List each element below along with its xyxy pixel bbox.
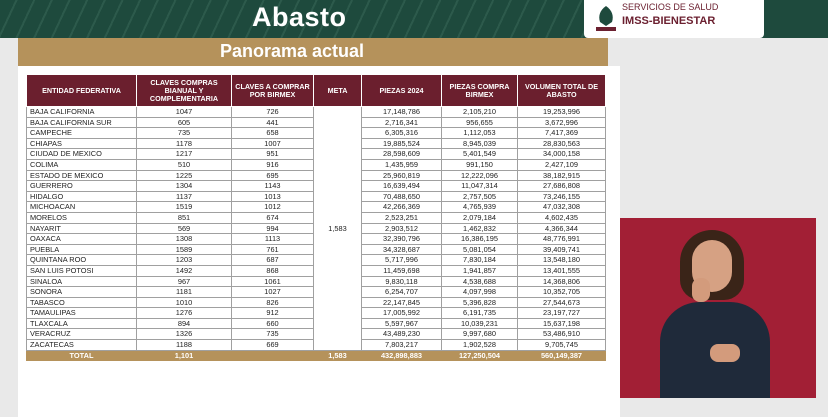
col-header-claves-compras: CLAVES COMPRAS BIANUAL Y COMPLEMENTARIA	[137, 75, 232, 107]
table-cell: 2,523,251	[362, 212, 442, 223]
table-cell: 2,079,184	[442, 212, 518, 223]
table-cell: 1143	[232, 181, 314, 192]
table-cell: 1203	[137, 255, 232, 266]
table-cell: CAMPECHE	[27, 128, 137, 139]
table-cell: 17,005,992	[362, 308, 442, 319]
table-cell: 28,598,609	[362, 149, 442, 160]
table-cell: 8,945,039	[442, 138, 518, 149]
table-cell: 16,639,494	[362, 181, 442, 192]
table-cell: 956,655	[442, 117, 518, 128]
table-cell: 510	[137, 159, 232, 170]
total-cell: 1,101	[137, 350, 232, 361]
table-cell: 1308	[137, 234, 232, 245]
table-cell: 34,000,158	[518, 149, 606, 160]
total-cell: TOTAL	[27, 350, 137, 361]
col-header-entidad: ENTIDAD FEDERATIVA	[27, 75, 137, 107]
table-row	[27, 107, 606, 118]
table-cell: 2,903,512	[362, 223, 442, 234]
table-cell: 13,401,555	[518, 265, 606, 276]
table-cell: 2,427,109	[518, 159, 606, 170]
table-cell: VERACRUZ	[27, 329, 137, 340]
total-cell: 560,149,387	[518, 350, 606, 361]
table-cell: 7,830,184	[442, 255, 518, 266]
interpreter-hand	[692, 278, 710, 302]
table-cell: 34,328,687	[362, 244, 442, 255]
table-cell: 1225	[137, 170, 232, 181]
table-cell: NAYARIT	[27, 223, 137, 234]
table-cell: 1304	[137, 181, 232, 192]
table-cell: 6,305,316	[362, 128, 442, 139]
table-cell: 38,182,915	[518, 170, 606, 181]
col-header-volumen-total: VOLUMEN TOTAL DE ABASTO	[518, 75, 606, 107]
table-cell: 13,548,180	[518, 255, 606, 266]
table-cell: 5,717,996	[362, 255, 442, 266]
table-cell: 1137	[137, 191, 232, 202]
table-cell: 73,246,155	[518, 191, 606, 202]
table-cell: 1,435,959	[362, 159, 442, 170]
table-cell: ESTADO DE MEXICO	[27, 170, 137, 181]
table-cell: 1047	[137, 107, 232, 118]
table-cell: 695	[232, 170, 314, 181]
eagle-emblem-icon	[594, 4, 618, 32]
table-cell: 1027	[232, 287, 314, 298]
table-cell: 70,488,650	[362, 191, 442, 202]
col-header-piezas-birmex: PIEZAS COMPRA BIRMEX	[442, 75, 518, 107]
table-cell: 1589	[137, 244, 232, 255]
table-cell: 912	[232, 308, 314, 319]
table-cell: 1061	[232, 276, 314, 287]
table-cell: 1181	[137, 287, 232, 298]
table-cell: 1,462,832	[442, 223, 518, 234]
table-cell: 19,885,524	[362, 138, 442, 149]
table-cell: 669	[232, 340, 314, 351]
table-cell: 9,830,118	[362, 276, 442, 287]
table-cell: 32,390,796	[362, 234, 442, 245]
sign-language-interpreter-video	[620, 218, 816, 398]
total-cell: 432,898,883	[362, 350, 442, 361]
page-subtitle: Panorama actual	[220, 41, 365, 61]
table-cell: BAJA CALIFORNIA SUR	[27, 117, 137, 128]
table-cell: 868	[232, 265, 314, 276]
table-cell: 10,039,231	[442, 318, 518, 329]
table-cell: 4,097,998	[442, 287, 518, 298]
table-cell: 735	[232, 329, 314, 340]
total-cell	[232, 350, 314, 361]
table-cell: 605	[137, 117, 232, 128]
table-cell: 1,941,857	[442, 265, 518, 276]
table-cell: TABASCO	[27, 297, 137, 308]
table-cell: 761	[232, 244, 314, 255]
table-cell: 658	[232, 128, 314, 139]
table-cell: 1188	[137, 340, 232, 351]
table-cell: 14,368,806	[518, 276, 606, 287]
table-cell: COLIMA	[27, 159, 137, 170]
table-cell: 994	[232, 223, 314, 234]
imss-bienestar-logo	[584, 0, 764, 38]
table-cell: 4,602,435	[518, 212, 606, 223]
table-cell: 1519	[137, 202, 232, 213]
table-cell: TAMAULIPAS	[27, 308, 137, 319]
table-cell: 660	[232, 318, 314, 329]
table-cell: 1326	[137, 329, 232, 340]
table-cell: 5,597,967	[362, 318, 442, 329]
table-cell: GUERRERO	[27, 181, 137, 192]
table-cell: 569	[137, 223, 232, 234]
col-header-claves-birmex: CLAVES A COMPRAR POR BIRMEX	[232, 75, 314, 107]
table-cell: MORELOS	[27, 212, 137, 223]
table-cell: 7,417,369	[518, 128, 606, 139]
table-cell: HIDALGO	[27, 191, 137, 202]
table-cell: 6,254,707	[362, 287, 442, 298]
table-body	[27, 107, 606, 361]
table-cell: 851	[137, 212, 232, 223]
table-cell: 43,489,230	[362, 329, 442, 340]
table-cell: 42,266,369	[362, 202, 442, 213]
page-title: Abasto	[252, 2, 347, 32]
total-cell: 1,583	[314, 350, 362, 361]
table-cell: 735	[137, 128, 232, 139]
table-cell: 1113	[232, 234, 314, 245]
abasto-table	[26, 74, 606, 361]
table-cell: 5,401,549	[442, 149, 518, 160]
total-cell: 127,250,504	[442, 350, 518, 361]
table-cell: 47,032,308	[518, 202, 606, 213]
table-cell: 5,396,828	[442, 297, 518, 308]
table-cell: 1276	[137, 308, 232, 319]
table-cell: 967	[137, 276, 232, 287]
table-cell: PUEBLA	[27, 244, 137, 255]
table-cell: 726	[232, 107, 314, 118]
table-cell: 894	[137, 318, 232, 329]
interpreter-hand	[710, 344, 740, 362]
logo-line-1: SERVICIOS DE SALUD	[622, 2, 719, 12]
table-cell: 39,409,741	[518, 244, 606, 255]
table-cell: SAN LUIS POTOSI	[27, 265, 137, 276]
table-cell: CHIAPAS	[27, 138, 137, 149]
table-cell: 6,191,735	[442, 308, 518, 319]
table-cell: 4,538,688	[442, 276, 518, 287]
header-right-pattern	[764, 0, 828, 38]
table-cell: 916	[232, 159, 314, 170]
meta-cell: 1,583	[314, 107, 362, 351]
table-cell: 441	[232, 117, 314, 128]
table-cell: 12,222,096	[442, 170, 518, 181]
table-cell: 826	[232, 297, 314, 308]
table-cell: SONORA	[27, 287, 137, 298]
table-cell: 53,486,910	[518, 329, 606, 340]
table-cell: 48,776,991	[518, 234, 606, 245]
table-cell: 16,386,195	[442, 234, 518, 245]
table-cell: 1010	[137, 297, 232, 308]
table-cell: 25,960,819	[362, 170, 442, 181]
table-cell: 674	[232, 212, 314, 223]
table-cell: 4,366,344	[518, 223, 606, 234]
table-cell: 11,047,314	[442, 181, 518, 192]
logo-line-2: IMSS-BIENESTAR	[622, 15, 716, 27]
table-cell: 1492	[137, 265, 232, 276]
table-cell: 9,997,680	[442, 329, 518, 340]
table-cell: 951	[232, 149, 314, 160]
table-cell: OAXACA	[27, 234, 137, 245]
table-cell: 1178	[137, 138, 232, 149]
table-cell: 991,150	[442, 159, 518, 170]
table-cell: 1217	[137, 149, 232, 160]
col-header-piezas-2024: PIEZAS 2024	[362, 75, 442, 107]
table-cell: ZACATECAS	[27, 340, 137, 351]
table-cell: 27,544,673	[518, 297, 606, 308]
table-cell: 28,830,563	[518, 138, 606, 149]
table-cell: 7,803,217	[362, 340, 442, 351]
table-cell: 1,112,053	[442, 128, 518, 139]
table-cell: 1012	[232, 202, 314, 213]
table-cell: BAJA CALIFORNIA	[27, 107, 137, 118]
table-cell: 1,902,528	[442, 340, 518, 351]
col-header-meta: META	[314, 75, 362, 107]
table-cell: 2,757,505	[442, 191, 518, 202]
table-cell: 2,716,341	[362, 117, 442, 128]
table-cell: 3,672,996	[518, 117, 606, 128]
table-cell: 1007	[232, 138, 314, 149]
table-cell: 687	[232, 255, 314, 266]
table-cell: TLAXCALA	[27, 318, 137, 329]
table-cell: 9,705,745	[518, 340, 606, 351]
table-cell: 19,253,996	[518, 107, 606, 118]
table-cell: 10,352,705	[518, 287, 606, 298]
table-cell: SINALOA	[27, 276, 137, 287]
table-cell: 15,637,198	[518, 318, 606, 329]
table-cell: 5,081,054	[442, 244, 518, 255]
table-cell: 23,197,727	[518, 308, 606, 319]
table-cell: QUINTANA ROO	[27, 255, 137, 266]
table-cell: 4,765,939	[442, 202, 518, 213]
table-cell: 22,147,845	[362, 297, 442, 308]
table-cell: MICHOACAN	[27, 202, 137, 213]
table-total-row	[27, 350, 606, 361]
table-cell: CIUDAD DE MEXICO	[27, 149, 137, 160]
table-cell: 17,148,786	[362, 107, 442, 118]
table-cell: 1013	[232, 191, 314, 202]
table-cell: 11,459,698	[362, 265, 442, 276]
table-cell: 2,105,210	[442, 107, 518, 118]
table-cell: 27,686,808	[518, 181, 606, 192]
